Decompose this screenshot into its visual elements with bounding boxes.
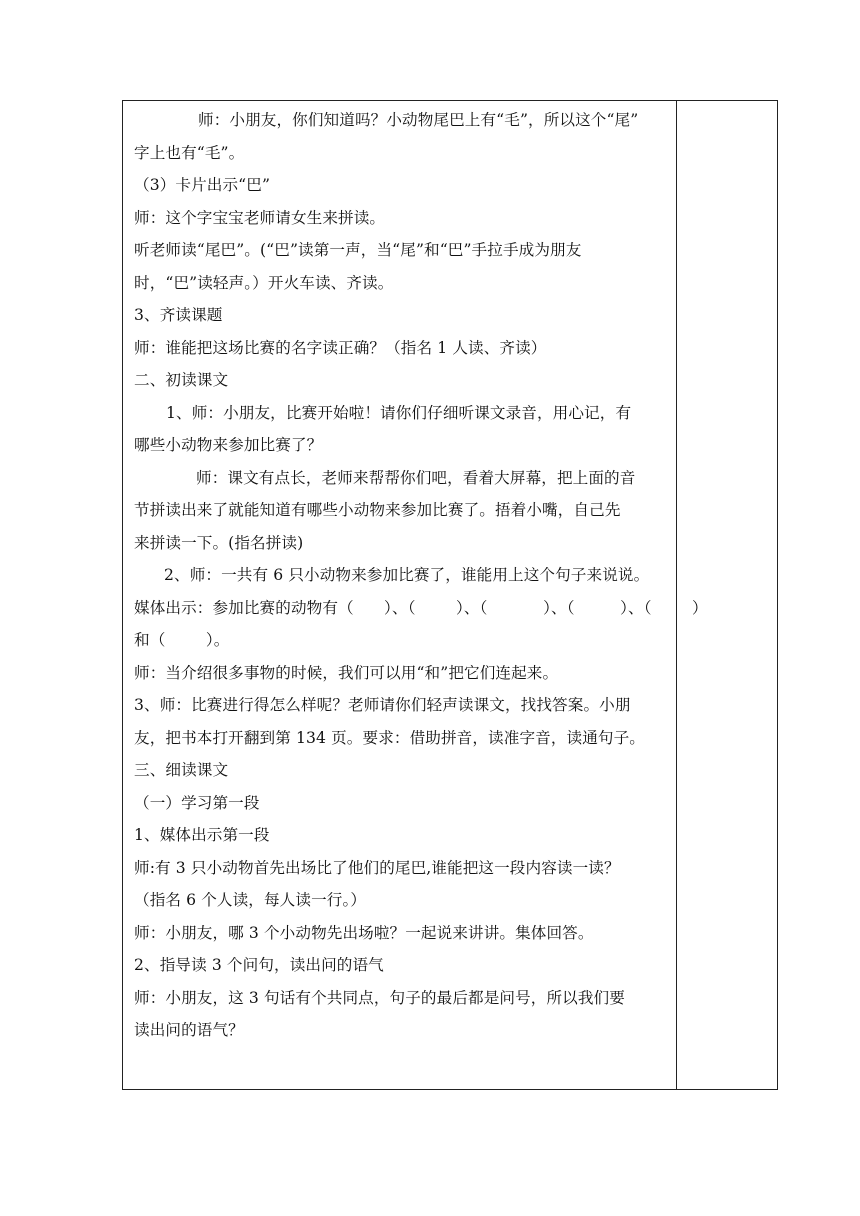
text-line: 师：小朋友，你们知道吗？小动物尾巴上有“毛”，所以这个“尾” [198,111,639,129]
text-line: 1、师：小朋友，比赛开始啦！请你们仔细听课文录音，用心记，有 [166,403,632,422]
text-line: 节拼读出来了就能知道有哪些小动物来参加比赛了。捂着小嘴，自己先 [134,501,621,519]
text-line: 师：小朋友，这 3 句话有个共同点，句子的最后都是问号，所以我们要 [134,988,625,1007]
text-line: 来拼读一下。(指名拼读) [134,533,304,552]
text-line: 师：课文有点长，老师来帮帮你们吧，看着大屏幕，把上面的音 [196,468,636,487]
text-line: 时，“巴”读轻声。）开火车读、齐读。 [134,273,394,292]
text-line: 师:有 3 只小动物首先出场比了他们的尾巴,谁能把这一段内容读一读？ [134,858,620,877]
text-line: （指名 6 个人读，每人读一行。） [134,891,367,909]
text-line: （3）卡片出示“巴” [134,176,271,194]
text-line: 3、齐读课题 [134,306,223,324]
text-line: 友，把书本打开翻到第 134 页。要求：借助拼音，读准字音，读通句子。 [134,728,645,747]
text-line: 二、初读课文 [134,371,229,389]
text-line: 3、师：比赛进行得怎么样呢？老师请你们轻声读课文，找找答案。小朋 [134,696,631,714]
text-line: 字上也有“毛”。 [134,143,245,162]
text-line: 2、师：一共有 6 只小动物来参加比赛了，谁能用上这个句子来说说。 [164,566,650,584]
text-line: 师：这个字宝宝老师请女生来拼读。 [134,208,386,227]
text-line: 和（ ）。 [134,631,230,649]
text-line: 师：谁能把这场比赛的名字读正确？（指名 1 人读、齐读） [134,338,547,357]
lesson-table [122,100,778,1090]
text-line: （一）学习第一段 [134,793,260,812]
text-line: 媒体出示：参加比赛的动物有（ ）、（ ）、（ ）、（ ）、（ ） [134,598,708,617]
content-column [123,101,708,1089]
text-line: 师：小朋友，哪 3 个小动物先出场啦？一起说来讲讲。集体回答。 [134,923,594,942]
text-line: 读出问的语气？ [134,1021,244,1039]
text-line: 三、细读课文 [134,761,229,779]
text-line: 1、媒体出示第一段 [134,826,270,844]
text-line: 2、指导读 3 个问句，读出问的语气 [134,956,384,974]
text-line: 师：当介绍很多事物的时候，我们可以用“和”把它们连起来。 [134,663,559,682]
notes-column [677,101,777,1089]
text-line: 哪些小动物来参加比赛了？ [134,436,323,454]
text-line: 听老师读“尾巴”。(“巴”读第一声，当“尾”和“巴”手拉手成为朋友 [134,241,582,259]
